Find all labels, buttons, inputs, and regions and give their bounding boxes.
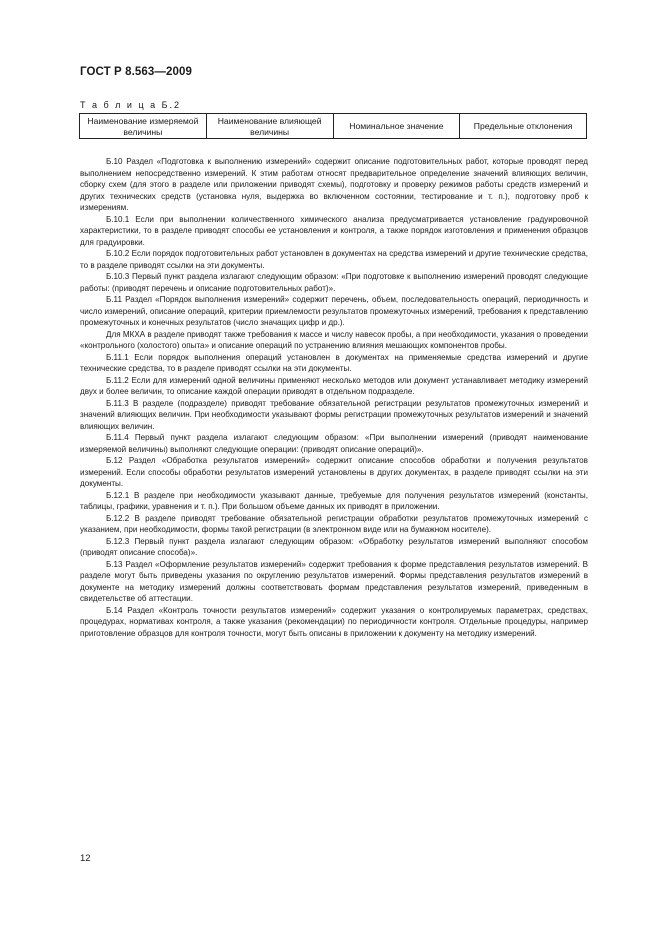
paragraph-b11-1: Б.11.1 Если порядок выполнения операций установлен в документах на применяемые средства измерений и другие технические средства, то в разделе приводят ссылки на эти документы.	[80, 352, 588, 373]
paragraph-b14: Б.14 Раздел «Контроль точности результатов измерений» содержит указания о контролируемых параметрах, средствах, процедурах, нормативах контроля, а также указания (рекомендации) по периодичности контроля. Отдельные процедуры, например приготовление образцов для контроля точности, могут быть описаны в приложении к документу на методику измерений.	[80, 605, 588, 638]
document-header: ГОСТ Р 8.563—2009	[80, 66, 192, 78]
paragraph-b10-2: Б.10.2 Если порядок подготовительных работ установлен в документах на средства измерений и другие технические средства, то в разделе приводят ссылки на эти документы.	[80, 249, 588, 270]
page-number: 12	[80, 853, 91, 864]
paragraph-b12-1: Б.12.1 В разделе при необходимости указывают данные, требуемые для получения результатов измерений (константы, таблицы, графики, уравнения и т. п.). При большом объеме данных их приводят в приложении.	[80, 490, 588, 511]
paragraph-b12-3: Б.12.3 Первый пункт раздела излагают следующим образом: «Обработку результатов измерений выполняют способом (приводят описание способа)».	[80, 536, 588, 557]
table-column-header: Предельные отклонения	[460, 114, 587, 139]
paragraph-b11-3: Б.11.3 В разделе (подразделе) приводят требование обязательной регистрации результатов промежуточных измерений и значений влияющих величин. При необходимости указывают формы регистрации промежуточных результатов измерений и значений влияющих величин.	[80, 398, 588, 431]
table-column-header: Наименование измеряемой величины	[80, 114, 207, 139]
table-header-row	[80, 114, 587, 139]
paragraph-b13: Б.13 Раздел «Оформление результатов измерений» содержит требования к форме представления результатов измерений. В разделе могут быть приведены указания по округлению результатов измерений. Формы представления результатов измерений в документе на методику измерений должны соответствовать формам представления результатов измерений, приведенным в свидетельстве об аттестации.	[80, 559, 588, 603]
paragraph-b12-2: Б.12.2 В разделе приводят требование обязательной регистрации обработки результатов промежуточных измерений с указанием, при необходимости, формы такой регистрации (в электронном виде или на бумажном носителе).	[80, 513, 588, 534]
paragraph-b10-3: Б.10.3 Первый пункт раздела излагают следующим образом: «При подготовке к выполнению измерений проводят следующие работы: (приводят перечень и описание подготовительных работ)».	[80, 272, 588, 293]
body-text	[80, 156, 588, 639]
paragraph-b10-1: Б.10.1 Если при выполнении количественного химического анализа предусматривается установление градуировочной характеристики, то в разделе приводят способы ее установления и контроля, а также порядок изготовления и применения образцов для градуировки.	[80, 214, 588, 247]
table-b2	[79, 113, 587, 139]
paragraph-b11: Б.11 Раздел «Порядок выполнения измерений» содержит перечень, объем, последовательность операций, периодичность и число измерений, описание операций, критерии приемлемости результатов промежуточных измерений, требования к представлению промежуточных и конечных результатов (число значащих цифр и др.).	[80, 295, 588, 327]
table-column-header: Наименование влияющей величины	[206, 114, 333, 139]
paragraph-mkxa: Для МКХА в разделе приводят также требования к массе и числу навесок пробы, а при необходимости, указания о проведении «контрольного (холостого) опыта» и описание операций по устранению влияния мешающих компонентов пробы.	[80, 329, 588, 350]
paragraph-b12: Б.12 Раздел «Обработка результатов измерений» содержит описание способов обработки и получения результатов измерений. Если способы обработки результатов измерений установлены в других документах, в разделе приводят ссылки на эти документы.	[80, 456, 588, 488]
table-column-header: Номинальное значение	[333, 114, 460, 139]
table-caption: Т а б л и ц а Б.2	[80, 100, 182, 110]
paragraph-b11-2: Б.11.2 Если для измерений одной величины применяют несколько методов или документ устанавливает методику измерений двух и более величин, то описание каждой операции приводят в отдельном подразделе.	[80, 375, 588, 396]
paragraph-b11-4: Б.11.4 Первый пункт раздела излагают следующим образом: «При выполнении измерений (приводят наименование измеряемой величины) выполняют следующие операции: (приводят описание операций)».	[80, 433, 588, 454]
paragraph-b10: Б.10 Раздел «Подготовка к выполнению измерений» содержит описание подготовительных работ, которые проводят перед выполнением непосредственно измерений. К этим работам относят предварительное определение значений влияющих величин, сборку схем (для этого в разделе или приложении приводят схемы), подготовку и проверку режимов работы средств измерений и других технических средств (установка нуля, выдержка во включенном состоянии, тестирование и т. п.), подготовку проб к измерениям.	[80, 157, 588, 212]
